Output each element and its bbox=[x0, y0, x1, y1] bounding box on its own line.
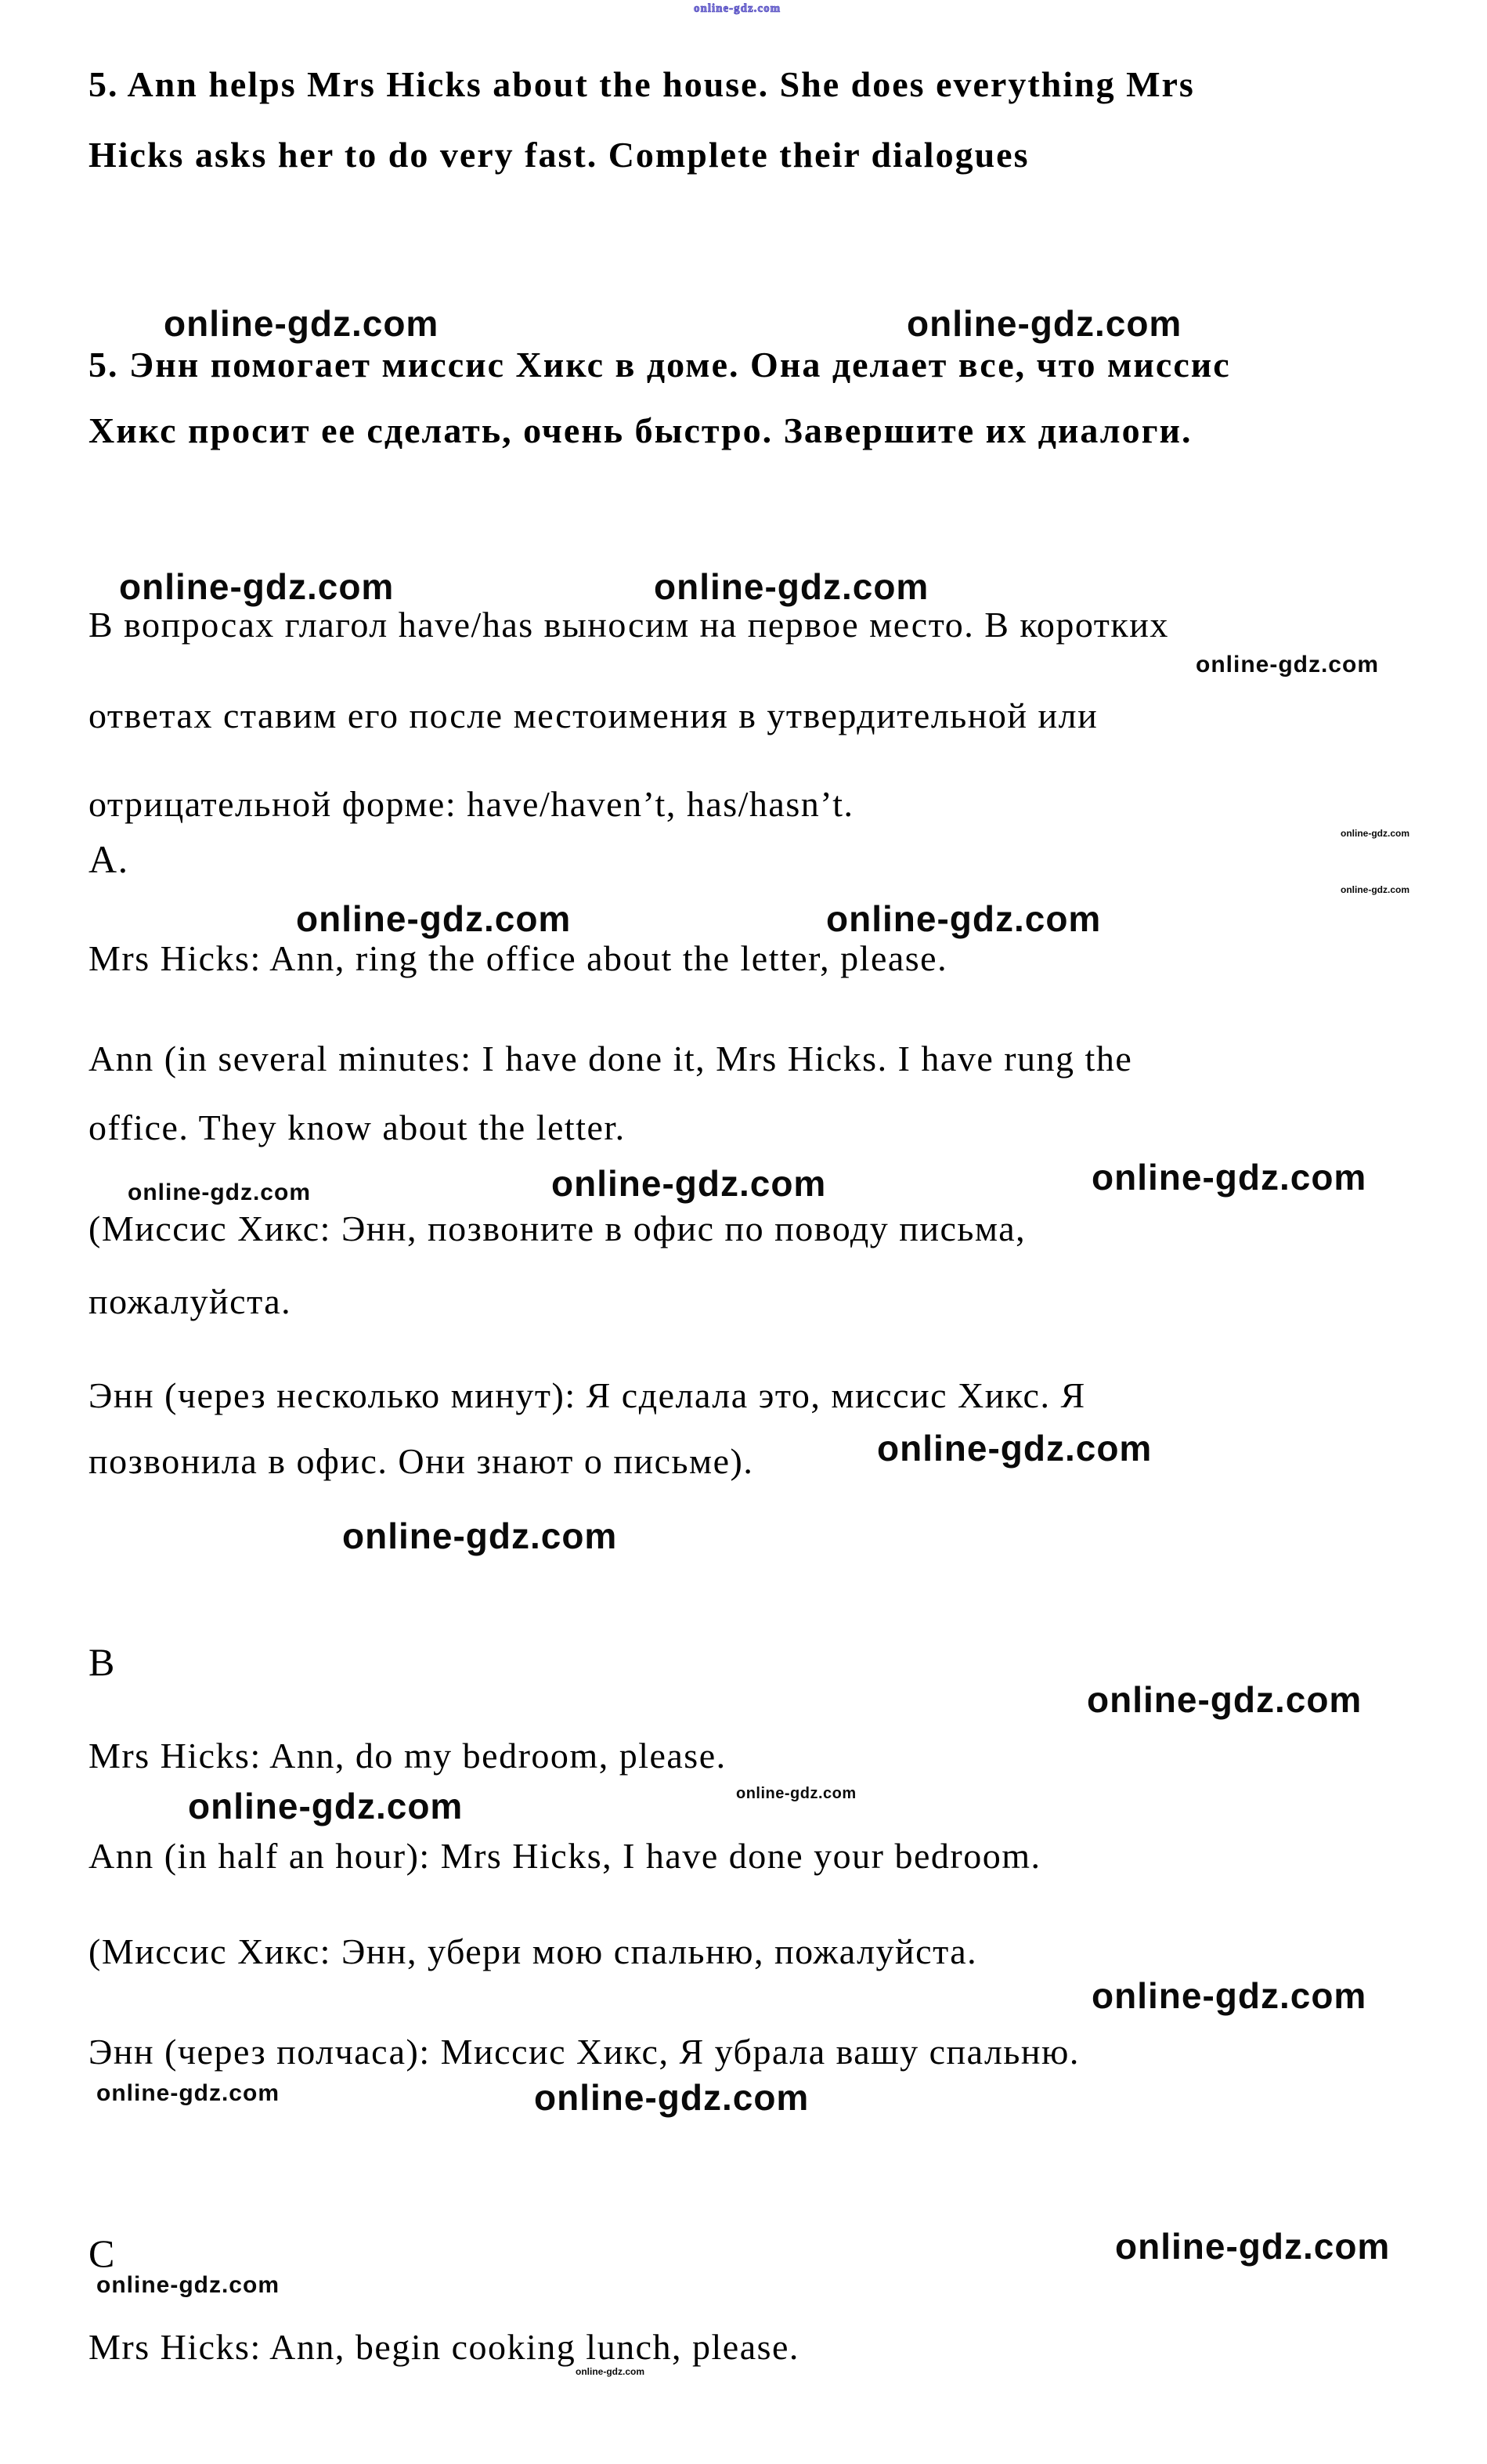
watermark-note-right: online-gdz.com bbox=[1196, 652, 1379, 677]
translation-b-ru-line1: (Миссис Хикс: Энн, убери мою спальню, пожалуйста. bbox=[88, 1931, 978, 1971]
dialogue-b-en-line1: Mrs Hicks: Ann, do my bedroom, please. bbox=[88, 1736, 727, 1776]
translation-a-ru-line3: Энн (через несколько минут): Я сделала это, миссис Хикс. Я bbox=[88, 1375, 1086, 1415]
watermark-row4-right: online-gdz.com bbox=[1092, 1157, 1367, 1198]
watermark-row2-left: online-gdz.com bbox=[119, 566, 395, 607]
watermark-row3-left: online-gdz.com bbox=[296, 898, 572, 939]
translation-a-ru-line1: (Миссис Хикс: Энн, позвоните в офис по поводу письма, bbox=[88, 1209, 1027, 1248]
translation-a-ru-line2: пожалуйста. bbox=[88, 1281, 292, 1321]
watermark-row6-left: online-gdz.com bbox=[188, 1786, 464, 1826]
watermark-row2-center: online-gdz.com bbox=[654, 566, 929, 607]
watermark-top: online-gdz.com bbox=[694, 2, 781, 15]
watermark-tiny-right-2: online-gdz.com bbox=[1341, 884, 1409, 895]
grammar-note-line3: отрицательной форме: have/haven’t, has/hasn’t. bbox=[88, 784, 854, 824]
dialogue-a-en-line2: Ann (in several minutes: I have done it, Mrs Hicks. I have rung the bbox=[88, 1039, 1133, 1078]
watermark-row4-center: online-gdz.com bbox=[551, 1163, 827, 1204]
watermark-row1-left: online-gdz.com bbox=[164, 303, 439, 344]
watermark-row9-small-left: online-gdz.com bbox=[96, 2272, 280, 2298]
grammar-note-line2: ответах ставим его после местоимения в утвердительной или bbox=[88, 695, 1099, 735]
watermark-row4-small-left: online-gdz.com bbox=[128, 1180, 311, 1205]
translation-a-ru-line4: позвонила в офис. Они знают о письме). bbox=[88, 1441, 754, 1481]
watermark-row7-right: online-gdz.com bbox=[1092, 1975, 1367, 2016]
task-heading-en-line2: Hicks asks her to do very fast. Complete their dialogues bbox=[88, 135, 1030, 175]
dialogue-a-en-line1: Mrs Hicks: Ann, ring the office about the letter, please. bbox=[88, 938, 948, 978]
watermark-row1-right: online-gdz.com bbox=[907, 303, 1182, 344]
watermark-row3-right: online-gdz.com bbox=[826, 898, 1102, 939]
translation-b-ru-line2: Энн (через полчаса): Миссис Хикс, Я убрала вашу спальню. bbox=[88, 2032, 1080, 2072]
dialogue-c-en-line1: Mrs Hicks: Ann, begin cooking lunch, please. bbox=[88, 2327, 799, 2367]
watermark-below-a: online-gdz.com bbox=[342, 1516, 618, 1556]
section-b-label: B bbox=[88, 1640, 116, 1684]
watermark-row8-center: online-gdz.com bbox=[534, 2077, 810, 2118]
watermark-inline-a: online-gdz.com bbox=[877, 1428, 1153, 1469]
dialogue-a-en-line3: office. They know about the letter. bbox=[88, 1107, 626, 1147]
watermark-row6-small-center: online-gdz.com bbox=[736, 1785, 857, 1802]
watermark-row9-right: online-gdz.com bbox=[1115, 2226, 1391, 2267]
watermark-tiny-right-1: online-gdz.com bbox=[1341, 828, 1409, 839]
task-heading-ru-line1: 5. Энн помогает миссис Хикс в доме. Она делает все, что миссис bbox=[88, 345, 1231, 385]
watermark-row5-right: online-gdz.com bbox=[1087, 1679, 1362, 1720]
watermark-tiny-bottom: online-gdz.com bbox=[576, 2366, 644, 2377]
dialogue-b-en-line2: Ann (in half an hour): Mrs Hicks, I have done your bedroom. bbox=[88, 1836, 1041, 1876]
task-heading-ru-line2: Хикс просит ее сделать, очень быстро. Завершите их диалоги. bbox=[88, 410, 1193, 450]
task-heading-en-line1: 5. Ann helps Mrs Hicks about the house. She does everything Mrs bbox=[88, 64, 1195, 104]
watermark-row8-small-left: online-gdz.com bbox=[96, 2080, 280, 2106]
section-a-label: A. bbox=[88, 837, 129, 881]
section-c-label: C bbox=[88, 2231, 116, 2275]
grammar-note-line1: В вопросах глагол have/has выносим на первое место. В коротких bbox=[88, 605, 1169, 645]
